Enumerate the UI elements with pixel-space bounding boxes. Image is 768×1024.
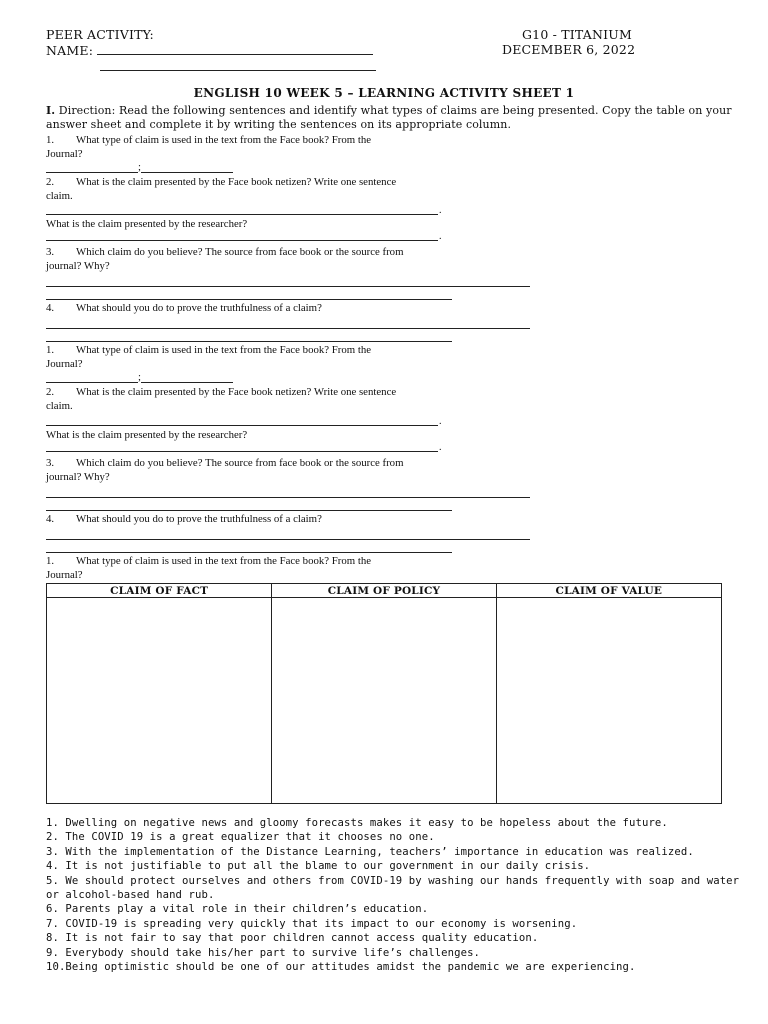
sheet-title: ENGLISH 10 WEEK 5 – LEARNING ACTIVITY SHEET 1 [193,86,575,100]
question-2b-repeat: What is the claim presented by the researcher? [46,429,248,441]
answer-2-line[interactable] [46,214,438,215]
question-4-repeat: 4. What should you do to prove the truthfulness of a claim? [46,513,322,525]
question-1-repeat: 1. What type of claim is used in the text from the Face book? From the Journal? [46,344,372,370]
section-label: G10 - TITANIUM [522,27,633,42]
date-label: DECEMBER 6, 2022 [502,42,636,57]
answer-2b-repeat-line[interactable] [46,451,438,452]
statement-item: 8. It is not fair to say that poor children cannot access quality education. [46,932,539,945]
statement-item: 2. The COVID 19 is a great equalizer that it chooses no one. [46,831,435,844]
header-claim-of-fact: CLAIM OF FACT [47,584,272,598]
question-3: 3. Which claim do you believe? The source from face book or the source from journal? Why? [46,246,404,272]
answer-3-repeat-line-2[interactable] [46,510,452,511]
answer-2-repeat-line[interactable] [46,425,438,426]
answer-1-repeat-blanks[interactable]: ; [46,371,233,383]
answer-1-blanks[interactable]: ; [46,161,233,173]
question-3-repeat: 3. Which claim do you believe? The source from face book or the source from journal? Why? [46,457,404,483]
question-4: 4. What should you do to prove the truthfulness of a claim? [46,302,322,314]
question-2: 2. What is the claim presented by the Face book netizen? Write one sentence claim. [46,176,397,202]
statement-item: 10.Being optimistic should be one of our attitudes amidst the pandemic we are experiencing. [46,961,636,974]
activity-label: PEER ACTIVITY: [46,27,154,42]
answer-3-line-2[interactable] [46,299,452,300]
cell-claim-of-value[interactable] [496,598,721,804]
statement-item: 6. Parents play a vital role in their children’s education. [46,903,429,916]
worksheet-page: PEER ACTIVITY: NAME: G10 - TITANIUM DECEMBER 6, 2022 ENGLISH 10 WEEK 5 – LEARNING ACTIVITY SHEET 1 I. Direction: Read the following sentences and identify what types of claims are being presented. Copy the table on your answer sheet and complete it by writing the sentences on its appropriate column. 1. What type of claim is used in the text from the Face book? From the Journal? ; 2. What is the claim presented by the Face book netizen? Write one sentence claim. . What is the claim presented by the researcher? . 3. Which claim do you believe? The source from face book or the source from journal? Why? 4. What should you do to prove the truthfulness of a claim? 1. What type of claim is used in the text from the Face book? From the Journal? ; 2. What is the claim presented by the Face book netizen? Write one sentence claim. . What is the claim presented by the researcher? . 3. Which claim do you believe? The source from face book or the source from journal? Why? 4. What should you do to prove the truthfulness of a claim? 1. What type of claim is used in the text from the Face book? From the Journal? CLAIM OF FACT CLAIM OF POLICY CLAIM OF VALUE 1. Dwelling on negative news and gloomy forecasts makes it easy to be hopeless about the future. 2. The COVID 19 is a great equalizer that it chooses no one. 3. With the implementation of the Distance Learning, teachers’ importance in education was realized. 4. It is not justifiable to put all the blame to our government in our daily crisis. 5. We should protect ourselves and others from COVID-19 by washing our hands frequently with soap and water or alcohol-based hand rub. 6. Parents play a vital role in their children’s education. 7. COVID-19 is spreading very quickly that its impact to our economy is worsening. 8. It is not fair to say that poor children cannot access quality education. 9. Everybody should take his/her part to survive life’s challenges. 10.Being optimistic should be one of our attitudes amidst the pandemic we are experiencing. [0,0,768,1024]
answer-4-line-1[interactable] [46,328,530,329]
statement-item: 1. Dwelling on negative news and gloomy forecasts makes it easy to be hopeless about the future. [46,817,668,829]
cell-claim-of-fact[interactable] [47,598,272,804]
statement-item: 9. Everybody should take his/her part to survive life’s challenges. [46,946,481,959]
name-label: NAME: [46,43,94,58]
question-1: 1. What type of claim is used in the text from the Face book? From the Journal? [46,134,372,160]
header-claim-of-value: CLAIM OF VALUE [496,584,721,598]
statements-list [46,816,746,974]
name-row [46,42,373,58]
question-2-repeat: 2. What is the claim presented by the Face book netizen? Write one sentence claim. [46,386,397,412]
answer-2b-line[interactable] [46,240,438,241]
statement-item: 7. COVID-19 is spreading very quickly that its impact to our economy is worsening. [46,917,578,930]
cell-claim-of-policy[interactable] [272,598,496,804]
answer-3-line-1[interactable] [46,286,530,287]
question-1-third: 1. What type of claim is used in the text from the Face book? From the Journal? [46,555,372,581]
answer-4-line-2[interactable] [46,341,452,342]
question-2b: What is the claim presented by the researcher? [46,218,248,230]
statement-item: 4. It is not justifiable to put all the blame to our government in our daily crisis. [46,860,591,873]
claims-table [46,583,722,804]
direction-numeral: I. [46,104,56,117]
statement-item: 3. With the implementation of the Distance Learning, teachers’ importance in education was realized. [46,845,694,858]
name-blank-2[interactable] [100,70,376,71]
answer-4-repeat-line-2[interactable] [46,552,452,553]
answer-3-repeat-line-1[interactable] [46,497,530,498]
name-blank-1[interactable] [97,42,373,55]
statement-item: 5. We should protect ourselves and others from COVID-19 by washing our hands frequently with soap and water or alcohol-based hand rub. [46,874,746,902]
answer-4-repeat-line-1[interactable] [46,539,530,540]
direction-text [46,104,746,132]
header-claim-of-policy: CLAIM OF POLICY [272,584,496,598]
direction-body: Direction: Read the following sentences and identify what types of claims are being presented. Copy the table on your answer sheet and complete it by writing the sentences on its appropriate column. [46,104,732,131]
